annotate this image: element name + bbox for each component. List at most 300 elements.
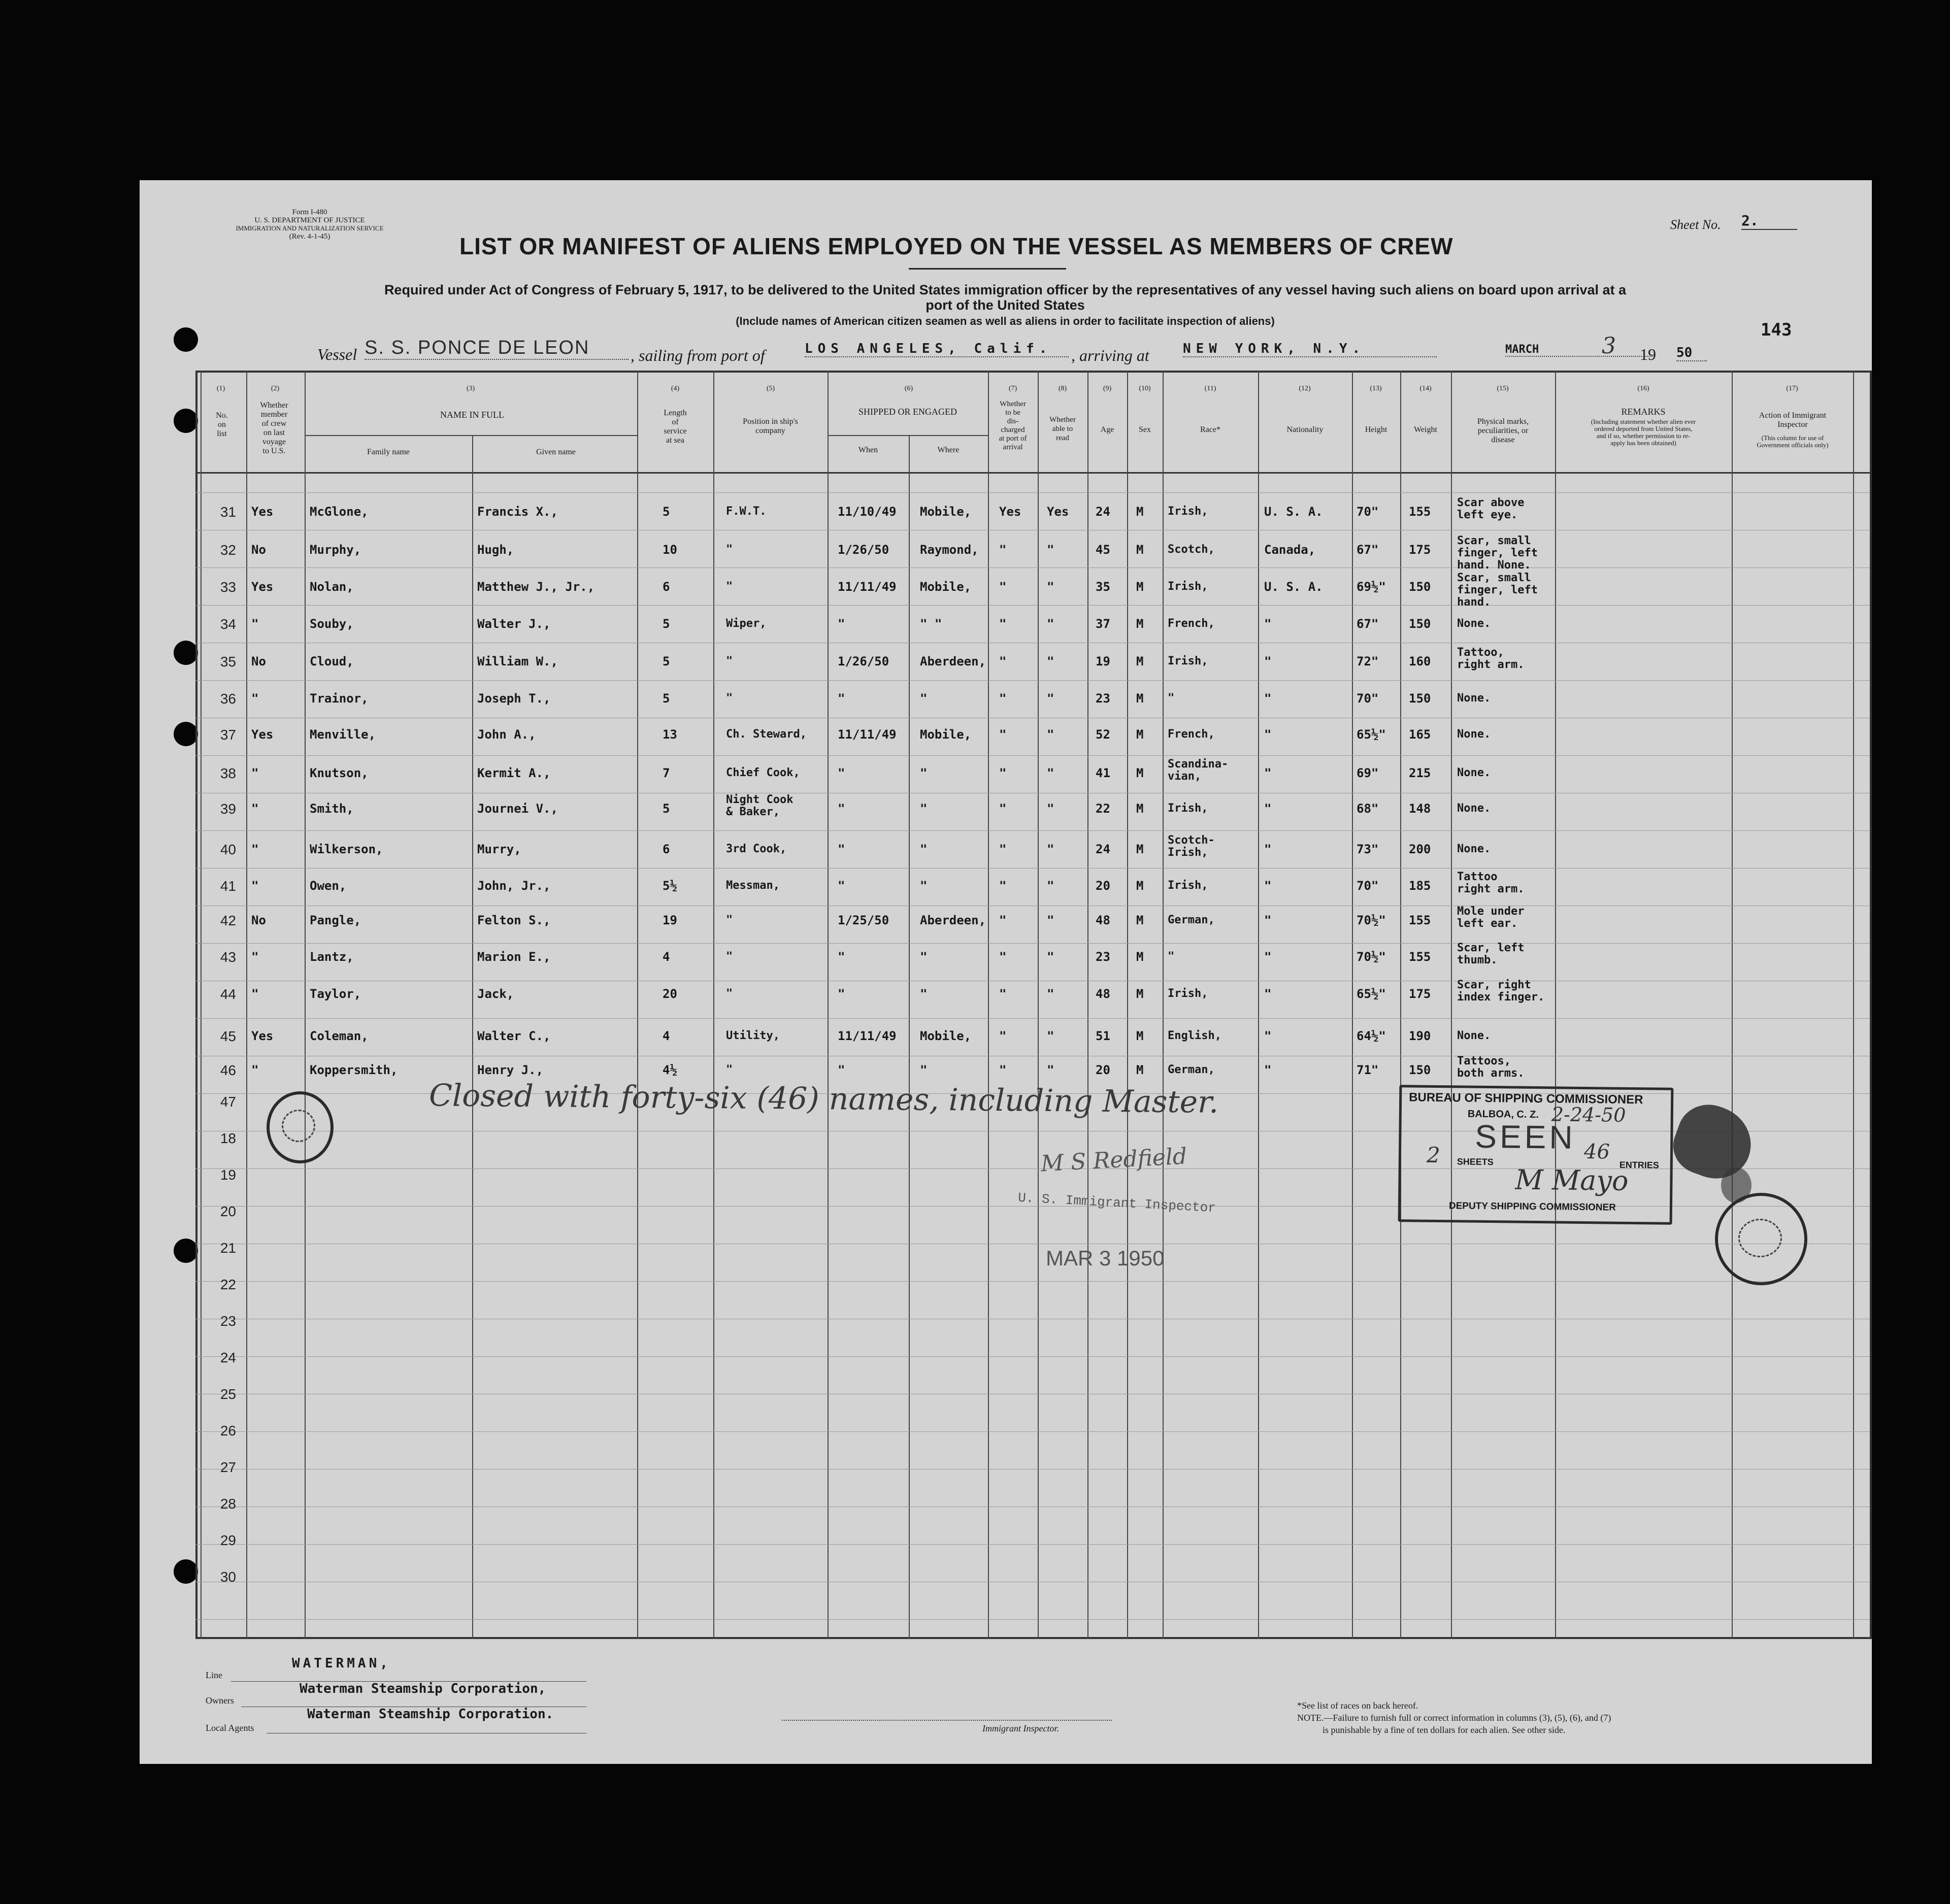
table-bottom-border <box>195 1637 1870 1639</box>
row-rule <box>195 1018 1870 1019</box>
cell-crew: No <box>251 543 266 557</box>
cell-age: 35 <box>1096 580 1110 594</box>
cell-given: Walter J., <box>477 617 551 631</box>
local-agents-name: Waterman Steamship Corporation. <box>307 1707 554 1722</box>
cell-height: 69" <box>1357 766 1379 780</box>
cell-when: 11/10/49 <box>838 505 897 519</box>
header-discharged: Whether to be dis- charged at port of arrival <box>999 400 1027 451</box>
cell-crew: " <box>251 617 259 631</box>
cell-height: 70½" <box>1357 950 1386 964</box>
header-sex: Sex <box>1139 425 1151 434</box>
column-number: (14) <box>1419 385 1432 392</box>
column-rule <box>305 371 306 1639</box>
cell-sex: M <box>1136 1063 1144 1077</box>
shipped-subheader-line <box>828 435 988 436</box>
penalty-note-line-1: NOTE.—Failure to furnish full or correct information in columns (3), (5), (6), and (7) <box>1297 1713 1611 1723</box>
column-number: (12) <box>1299 385 1311 392</box>
column-number: (7) <box>1008 385 1017 392</box>
cell-marks: None. <box>1457 1029 1491 1042</box>
cell-height: 65½" <box>1357 987 1386 1001</box>
row-rule <box>195 680 1870 681</box>
cell-discharge: " <box>999 1063 1007 1077</box>
column-rule <box>988 371 989 1639</box>
cell-weight: 165 <box>1409 727 1431 742</box>
row-number: 44 <box>220 986 236 1002</box>
cell-read: " <box>1047 727 1054 742</box>
cell-race: Irish, <box>1168 987 1208 1000</box>
cell-race: Scotch- Irish, <box>1168 834 1215 859</box>
page-number: 143 <box>1761 320 1792 340</box>
year-prefix: 19 <box>1640 345 1656 363</box>
empty-row-number: 26 <box>220 1423 236 1439</box>
column-number: (3) <box>466 385 475 392</box>
cell-read: " <box>1047 842 1054 856</box>
cell-position: " <box>726 987 733 1000</box>
cell-where: Mobile, <box>920 727 972 742</box>
cell-service: 4 <box>663 1029 670 1043</box>
row-number: 40 <box>220 842 236 857</box>
empty-row-number: 29 <box>220 1532 236 1548</box>
header-nationality: Nationality <box>1286 425 1324 434</box>
cell-when: 11/11/49 <box>838 727 897 742</box>
penalty-note-line-2: is punishable by a fine of ten dollars for each alien. See other side. <box>1323 1725 1566 1735</box>
cell-given: Walter C., <box>477 1029 551 1043</box>
title-underline <box>909 268 1066 270</box>
cell-crew: " <box>251 691 259 706</box>
cell-where: " <box>920 842 928 856</box>
cell-marks: None. <box>1457 728 1491 741</box>
cell-discharge: " <box>999 617 1007 631</box>
cell-age: 41 <box>1096 766 1110 780</box>
inspector-signature-label: Immigrant Inspector. <box>982 1723 1059 1733</box>
header-crew-last-voyage: Whether member of crew on last voyage to U.S. <box>260 401 288 455</box>
line-name: WATERMAN, <box>292 1656 391 1671</box>
cell-marks: None. <box>1457 802 1491 815</box>
header-inspector-action: Action of Immigrant Inspector <box>1759 411 1827 429</box>
cell-age: 48 <box>1096 913 1110 927</box>
cell-weight: 160 <box>1409 654 1431 669</box>
cell-discharge: " <box>999 913 1007 927</box>
empty-row-number: 23 <box>220 1313 236 1329</box>
row-number: 43 <box>220 949 236 965</box>
cell-position: " <box>726 543 733 556</box>
inspector-signature: M S Redfield <box>1040 1143 1188 1177</box>
arrival-day: 3 <box>1602 333 1616 359</box>
cell-crew: " <box>251 987 259 1001</box>
cell-nationality: " <box>1264 879 1272 893</box>
cell-read: " <box>1047 654 1054 669</box>
vessel-name: S. S. PONCE DE LEON <box>365 337 629 360</box>
cell-read: " <box>1047 1063 1054 1077</box>
cell-sex: M <box>1136 1029 1144 1043</box>
cell-nationality: " <box>1264 727 1272 742</box>
cell-where: Raymond, <box>920 543 979 557</box>
cell-height: 65½" <box>1357 727 1386 742</box>
header-where: Where <box>937 446 960 454</box>
cell-service: 13 <box>663 727 677 742</box>
column-rule <box>1555 371 1556 1639</box>
cell-where: " <box>920 1063 928 1077</box>
cell-race: Irish, <box>1168 505 1208 518</box>
cell-marks: None. <box>1457 766 1491 779</box>
cell-given: Joseph T., <box>477 691 551 706</box>
cell-race: Scandina- vian, <box>1168 758 1229 783</box>
cell-service: 20 <box>663 987 677 1001</box>
commissioner-signature: M Mayo <box>1515 1163 1629 1197</box>
column-number: (4) <box>671 385 680 392</box>
punch-hole <box>174 327 198 352</box>
cell-height: 68" <box>1357 801 1379 816</box>
cell-service: 5 <box>663 617 670 631</box>
cell-service: 4 <box>663 950 670 964</box>
cell-race: " <box>1168 950 1175 963</box>
empty-row-number: 47 <box>220 1094 236 1110</box>
cell-race: Irish, <box>1168 580 1208 593</box>
cell-position: " <box>726 950 733 963</box>
cell-where: " <box>920 766 928 780</box>
cell-family: Koppersmith, <box>310 1063 398 1077</box>
cell-when: 1/26/50 <box>838 543 889 557</box>
form-revision: (Rev. 4-1-45) <box>289 232 330 241</box>
cell-weight: 150 <box>1409 1063 1431 1077</box>
cell-given: John A., <box>477 727 536 742</box>
cell-sex: M <box>1136 913 1144 927</box>
cell-position: " <box>726 914 733 926</box>
cell-age: 45 <box>1096 543 1110 557</box>
cell-read: " <box>1047 801 1054 816</box>
races-note: *See list of races on back hereof. <box>1297 1700 1418 1711</box>
row-rule <box>195 868 1870 869</box>
cell-height: 72" <box>1357 654 1379 669</box>
cell-marks: Mole under left ear. <box>1457 905 1525 930</box>
cell-weight: 150 <box>1409 580 1431 594</box>
cell-discharge: " <box>999 691 1007 706</box>
cell-when: " <box>838 1063 845 1077</box>
cell-marks: Tattoo right arm. <box>1457 871 1525 895</box>
cell-marks: None. <box>1457 843 1491 855</box>
cell-position: Ch. Steward, <box>726 728 807 741</box>
cell-position: " <box>726 655 733 667</box>
stamp-sheet-count: 2 <box>1426 1142 1440 1168</box>
seen-stamp: SEEN <box>1474 1118 1576 1156</box>
header-family-name: Family name <box>367 448 410 456</box>
cell-service: 5 <box>663 505 670 519</box>
cell-crew: Yes <box>251 505 274 519</box>
column-rule <box>201 371 202 1639</box>
cell-nationality: " <box>1264 691 1272 706</box>
cell-height: 70" <box>1357 879 1379 893</box>
cell-read: " <box>1047 617 1054 631</box>
cell-given: Kermit A., <box>477 766 551 780</box>
cell-family: Coleman, <box>310 1029 369 1043</box>
cell-given: Journei V., <box>477 801 558 816</box>
cell-height: 67" <box>1357 543 1379 557</box>
cell-race: French, <box>1168 728 1215 741</box>
cell-marks: None. <box>1457 692 1491 705</box>
cell-read: " <box>1047 580 1054 594</box>
header-physical-marks: Physical marks, peculiarities, or disease <box>1477 417 1529 444</box>
row-number: 39 <box>220 801 236 817</box>
cell-position: " <box>726 692 733 705</box>
cell-position: " <box>726 1063 733 1076</box>
cell-age: 22 <box>1096 801 1110 816</box>
cell-nationality: " <box>1264 1029 1272 1043</box>
cell-marks: None. <box>1457 617 1491 630</box>
cell-race: Irish, <box>1168 655 1208 667</box>
header-shipped-or-engaged: SHIPPED OR ENGAGED <box>858 407 957 417</box>
date-stamp: MAR 3 1950 <box>1046 1246 1165 1270</box>
cell-crew: Yes <box>251 1029 274 1043</box>
vessel-label: Vessel <box>317 345 357 363</box>
row-number: 46 <box>220 1062 236 1078</box>
column-number: (8) <box>1058 385 1067 392</box>
subtitle-line-1: Required under Act of Congress of February 5, 1917, to be delivered to the United States immigration officer by the representatives of any vessel having such aliens on board upon arrival at a <box>384 282 1627 297</box>
column-rule <box>828 371 829 1639</box>
closing-note: Closed with forty-six (46) names, including Master. <box>428 1078 1219 1120</box>
row-rule <box>195 567 1870 568</box>
empty-row-number: 20 <box>220 1204 236 1219</box>
header-name-in-full: NAME IN FULL <box>440 410 504 420</box>
punch-hole <box>174 1559 198 1584</box>
table-top-border <box>195 371 1870 373</box>
cell-marks: Scar, right index finger. <box>1457 979 1545 1004</box>
owners-name: Waterman Steamship Corporation, <box>300 1681 546 1696</box>
cell-nationality: " <box>1264 617 1272 631</box>
commissioner-stamp <box>1398 1085 1674 1225</box>
row-rule <box>195 1619 1870 1620</box>
header-age: Age <box>1100 425 1114 434</box>
row-rule <box>195 1431 1870 1432</box>
cell-family: Taylor, <box>310 987 361 1001</box>
cell-family: Souby, <box>310 617 354 631</box>
sailing-label: , sailing from port of <box>631 346 765 364</box>
cell-nationality: U. S. A. <box>1264 580 1323 594</box>
cell-service: 5½ <box>663 879 677 893</box>
stamp-entries-label: ENTRIES <box>1619 1159 1659 1171</box>
cell-weight: 150 <box>1409 617 1431 631</box>
cell-family: Smith, <box>310 801 354 816</box>
form-number: Form I-480 <box>292 208 327 216</box>
header-no-on-list: No. on list <box>216 411 228 438</box>
cell-family: Wilkerson, <box>310 842 383 856</box>
cell-given: Francis X., <box>477 505 558 519</box>
empty-row-number: 21 <box>220 1240 236 1256</box>
row-number: 32 <box>220 542 236 558</box>
cell-family: Menville, <box>310 727 376 742</box>
cell-height: 70" <box>1357 691 1379 706</box>
column-rule <box>472 435 473 1639</box>
cell-discharge: " <box>999 842 1007 856</box>
cell-age: 48 <box>1096 987 1110 1001</box>
cell-marks: Scar, small finger, left hand. <box>1457 572 1538 609</box>
cell-when: " <box>838 950 845 964</box>
column-rule <box>1732 371 1733 1639</box>
cell-position: Wiper, <box>726 617 767 630</box>
cell-family: Lantz, <box>310 950 354 964</box>
cell-sex: M <box>1136 987 1144 1001</box>
cell-age: 24 <box>1096 842 1110 856</box>
cell-race: English, <box>1168 1029 1221 1042</box>
cell-where: Mobile, <box>920 580 972 594</box>
column-number: (15) <box>1497 385 1509 392</box>
cell-read: " <box>1047 766 1054 780</box>
commissioner-stamp-title: BUREAU OF SHIPPING COMMISSIONER <box>1409 1090 1643 1107</box>
header-weight: Weight <box>1414 425 1437 434</box>
empty-row-number: 27 <box>220 1459 236 1475</box>
header-height: Height <box>1365 425 1387 434</box>
row-number: 33 <box>220 579 236 595</box>
cell-position: Chief Cook, <box>726 766 800 779</box>
cell-nationality: " <box>1264 1063 1272 1077</box>
cell-family: Trainor, <box>310 691 369 706</box>
owners-label: Owners <box>206 1695 234 1706</box>
cell-nationality: " <box>1264 842 1272 856</box>
cell-where: " <box>920 801 928 816</box>
cell-discharge: " <box>999 727 1007 742</box>
cell-service: 19 <box>663 913 677 927</box>
cell-when: 1/25/50 <box>838 913 889 927</box>
cell-marks: Scar, left thumb. <box>1457 942 1525 966</box>
header-remarks: REMARKS <box>1621 407 1666 417</box>
column-rule <box>1163 371 1164 1639</box>
column-rule <box>909 435 910 1639</box>
port-seal <box>1715 1193 1807 1285</box>
cell-sex: M <box>1136 505 1144 519</box>
cell-crew: " <box>251 801 259 816</box>
cell-position: Night Cook & Baker, <box>726 793 794 818</box>
cell-discharge: " <box>999 801 1007 816</box>
header-able-to-read: Whether able to read <box>1049 416 1076 442</box>
cell-crew: No <box>251 913 266 927</box>
cell-weight: 148 <box>1409 801 1431 816</box>
form-id-block <box>213 208 406 241</box>
cell-age: 37 <box>1096 617 1110 631</box>
sheet-label: Sheet No. <box>1670 217 1721 232</box>
department-name: U. S. DEPARTMENT OF JUSTICE <box>254 216 365 224</box>
column-number: (1) <box>216 385 225 392</box>
subtitle-line-3: (Include names of American citizen seamen as well as aliens in order to facilitate inspection of aliens) <box>736 315 1275 327</box>
cell-service: 7 <box>663 766 670 780</box>
column-rule <box>1870 371 1872 1639</box>
cell-family: Cloud, <box>310 654 354 669</box>
cell-where: " " <box>920 617 942 631</box>
cell-given: William W., <box>477 654 558 669</box>
column-rule <box>1258 371 1259 1639</box>
commissioner-stamp-place: BALBOA, C. Z. <box>1467 1108 1539 1121</box>
punch-hole <box>174 641 198 665</box>
cell-family: McGlone, <box>310 505 369 519</box>
subtitle-line-2: port of the United States <box>926 297 1085 313</box>
cell-weight: 185 <box>1409 879 1431 893</box>
cell-when: 11/11/49 <box>838 1029 897 1043</box>
cell-where: Mobile, <box>920 505 972 519</box>
cell-marks: Tattoos, both arms. <box>1457 1055 1525 1080</box>
cell-crew: " <box>251 766 259 780</box>
cell-given: Matthew J., Jr., <box>477 580 595 594</box>
column-rule <box>1127 371 1128 1639</box>
header-bottom-border <box>195 472 1870 474</box>
cell-race: Irish, <box>1168 879 1208 892</box>
local-agents-label: Local Agents <box>206 1723 254 1733</box>
cell-read: " <box>1047 950 1054 964</box>
cell-discharge: " <box>999 543 1007 557</box>
column-number: (16) <box>1637 385 1649 392</box>
commissioner-stamp-footer: DEPUTY SHIPPING COMMISSIONER <box>1448 1200 1616 1213</box>
cell-crew: " <box>251 842 259 856</box>
row-rule <box>195 605 1870 606</box>
row-number: 41 <box>220 878 236 894</box>
cell-discharge: " <box>999 654 1007 669</box>
cell-discharge: " <box>999 987 1007 1001</box>
cell-given: Henry J., <box>477 1063 544 1077</box>
cell-family: Murphy, <box>310 543 361 557</box>
column-number: (9) <box>1103 385 1112 392</box>
empty-row-number: 25 <box>220 1386 236 1402</box>
cell-given: Felton S., <box>477 913 551 927</box>
cell-weight: 190 <box>1409 1029 1431 1043</box>
cell-crew: No <box>251 654 266 669</box>
cell-when: " <box>838 617 845 631</box>
row-rule <box>195 755 1870 756</box>
cell-sex: M <box>1136 727 1144 742</box>
cell-discharge: " <box>999 1029 1007 1043</box>
cell-service: 5 <box>663 654 670 669</box>
cell-sex: M <box>1136 543 1144 557</box>
cell-nationality: " <box>1264 950 1272 964</box>
cell-discharge: " <box>999 580 1007 594</box>
row-rule <box>195 1544 1870 1545</box>
cell-where: Aberdeen, <box>920 913 986 927</box>
column-rule <box>637 371 638 1639</box>
cell-service: 10 <box>663 543 677 557</box>
name-subheader-line <box>305 435 637 436</box>
cell-crew: " <box>251 950 259 964</box>
cell-marks: Scar, small finger, left hand. None. <box>1457 535 1538 572</box>
column-rule <box>1087 371 1088 1639</box>
cell-height: 70½" <box>1357 913 1386 927</box>
cell-when: " <box>838 987 845 1001</box>
cell-sex: M <box>1136 654 1144 669</box>
cell-where: " <box>920 987 928 1001</box>
cell-sex: M <box>1136 580 1144 594</box>
cell-age: 24 <box>1096 505 1110 519</box>
cell-marks: Scar above left eye. <box>1457 496 1525 521</box>
cell-read: " <box>1047 987 1054 1001</box>
column-number: (13) <box>1370 385 1382 392</box>
cell-height: 67" <box>1357 617 1379 631</box>
commissioner-stamp-date: 2-24-50 <box>1551 1103 1626 1126</box>
column-rule <box>195 371 197 1639</box>
line-label: Line <box>206 1670 222 1680</box>
cell-weight: 200 <box>1409 842 1431 856</box>
cell-service: 6 <box>663 842 670 856</box>
cell-age: 20 <box>1096 879 1110 893</box>
cell-where: Aberdeen, <box>920 654 986 669</box>
header-given-name: Given name <box>536 448 576 456</box>
cell-crew: Yes <box>251 727 274 742</box>
cell-nationality: " <box>1264 654 1272 669</box>
cell-when: " <box>838 842 845 856</box>
cell-race: German, <box>1168 1063 1215 1076</box>
cell-height: 64½" <box>1357 1029 1386 1043</box>
cell-sex: M <box>1136 950 1144 964</box>
column-number: (11) <box>1204 385 1216 392</box>
cell-age: 20 <box>1096 1063 1110 1077</box>
cell-sex: M <box>1136 842 1144 856</box>
row-number: 42 <box>220 913 236 928</box>
cell-sex: M <box>1136 879 1144 893</box>
cell-when: " <box>838 766 845 780</box>
